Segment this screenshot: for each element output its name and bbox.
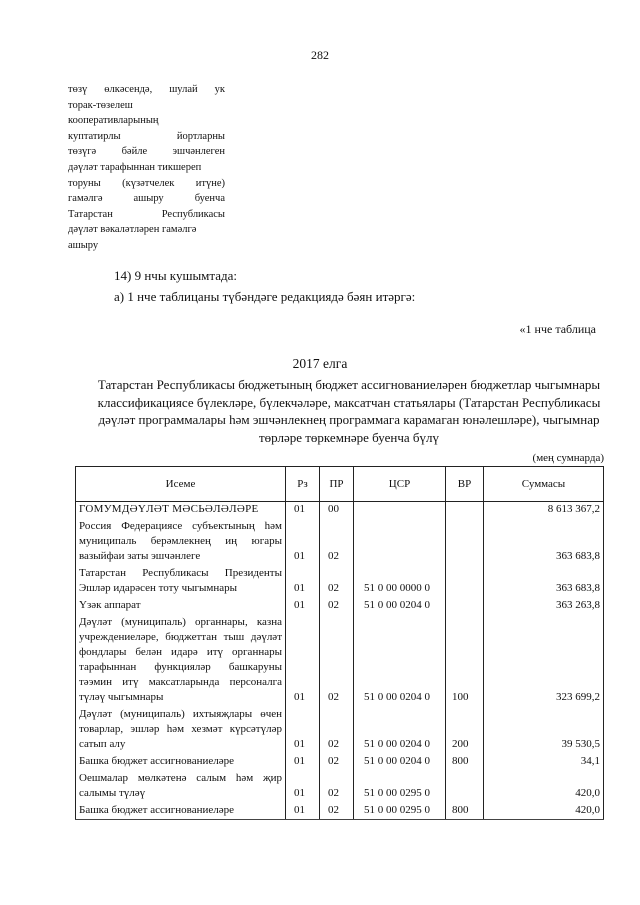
table-row bbox=[76, 614, 604, 706]
heading-year: 2017 елга bbox=[292, 356, 348, 371]
table-row bbox=[76, 518, 604, 565]
row-rz: 01 bbox=[286, 802, 320, 820]
row-csr: 51 0 00 0204 0 bbox=[354, 706, 446, 753]
amendment-item: 14) 9 нчы кушымтада: bbox=[114, 268, 238, 283]
amendment-subitem: а) 1 нче таблицаны түбәндәге редакциядә бәян итәргә: bbox=[114, 289, 416, 304]
row-sum: 363 683,8 bbox=[484, 518, 604, 565]
text-line bbox=[68, 191, 225, 207]
text-word: ук bbox=[214, 84, 225, 95]
header-sum: Суммасы bbox=[484, 467, 604, 502]
row-rz: 01 bbox=[286, 502, 320, 519]
text-line bbox=[68, 113, 225, 129]
header-name: Исеме bbox=[76, 467, 286, 502]
table-row bbox=[76, 565, 604, 597]
table-row bbox=[76, 770, 604, 802]
text-word: буенча bbox=[194, 193, 225, 205]
table-row bbox=[76, 802, 604, 820]
text-word: төзү bbox=[68, 84, 88, 95]
text-word: ашыру bbox=[68, 239, 99, 251]
text-word: дәүләт вәкаләтләрен гамәлгә bbox=[68, 224, 197, 236]
text-word: Республикасы bbox=[161, 208, 225, 220]
row-vr: 800 bbox=[446, 802, 484, 820]
unit-note: (мең сумнарда) bbox=[532, 452, 604, 464]
text-word: гамәлгә bbox=[68, 193, 103, 205]
row-pr: 02 bbox=[320, 706, 354, 753]
row-sum: 323 699,2 bbox=[484, 614, 604, 706]
table-header-row bbox=[76, 467, 604, 502]
text-line bbox=[68, 207, 225, 223]
row-name: Татарстан Республикасы Президенты Эшләр идарәсен тоту чыгымнары bbox=[76, 565, 286, 597]
row-pr: 02 bbox=[320, 518, 354, 565]
table-reference: «1 нче таблица bbox=[519, 322, 596, 336]
table-row bbox=[76, 706, 604, 753]
row-csr: 51 0 00 0204 0 bbox=[354, 753, 446, 770]
row-vr: 800 bbox=[446, 753, 484, 770]
row-pr: 02 bbox=[320, 753, 354, 770]
text-word: кооперативларының bbox=[68, 115, 159, 127]
row-name: Үзәк аппарат bbox=[76, 597, 286, 614]
row-name: Башка бюджет ассигнованиеләре bbox=[76, 802, 286, 820]
row-csr: 51 0 00 0295 0 bbox=[354, 802, 446, 820]
row-rz: 01 bbox=[286, 770, 320, 802]
row-vr bbox=[446, 565, 484, 597]
row-rz: 01 bbox=[286, 753, 320, 770]
text-word: ашыру bbox=[133, 193, 164, 205]
row-rz: 01 bbox=[286, 706, 320, 753]
row-rz: 01 bbox=[286, 565, 320, 597]
row-pr: 02 bbox=[320, 770, 354, 802]
row-csr: 51 0 00 0000 0 bbox=[354, 565, 446, 597]
row-vr bbox=[446, 770, 484, 802]
row-vr bbox=[446, 502, 484, 519]
row-csr: 51 0 00 0204 0 bbox=[354, 614, 446, 706]
table-row bbox=[76, 753, 604, 770]
heading-title: Татарстан Республикасы бюджетының бюджет ассигнованиеләрен бюджетлар чыгымнары классификациясе бүлекләре, бүлекчәләре, максатчан статьялары (Татарстан Республикасы дәүләт программалары һәм эшчәнлекнең программага карамаган юнәлешләре), чыгымнар төрләре төркемнәре буенча бүлү bbox=[97, 377, 601, 445]
table-row bbox=[76, 597, 604, 614]
row-pr: 02 bbox=[320, 565, 354, 597]
text-line bbox=[68, 98, 225, 114]
row-pr: 02 bbox=[320, 614, 354, 706]
header-csr: ЦСР bbox=[354, 467, 446, 502]
row-name: ГОМУМДӘҮЛӘТ МӘСЬӘЛӘЛӘРЕ bbox=[76, 502, 286, 519]
row-name: Оешмалар мөлкәтенә салым һәм җир салымы түләү bbox=[76, 770, 286, 802]
row-sum: 363 263,8 bbox=[484, 597, 604, 614]
row-name: Дәүләт (муниципаль) органнары, казна учреждениеләре, бюджеттан тыш дәүләт фондлары белән идарә итү органнары тарафыннан функцияләр башкаруны тәэмин итү максатларында персоналга түләү чыгымнары bbox=[76, 614, 286, 706]
text-word: эшчәнлеген bbox=[172, 146, 225, 158]
text-line bbox=[68, 144, 225, 160]
header-pr: ПР bbox=[320, 467, 354, 502]
text-word: Татарстан bbox=[68, 208, 113, 220]
budget-allocation-table bbox=[75, 466, 604, 820]
text-line bbox=[68, 129, 225, 145]
table-row bbox=[76, 502, 604, 519]
text-line bbox=[68, 82, 225, 98]
row-sum: 34,1 bbox=[484, 753, 604, 770]
row-name: Россия Федерациясе субъектының һәм муниципаль берәмлекнең иң югары вазыйфаи заты эшчәнлеге bbox=[76, 518, 286, 565]
row-vr bbox=[446, 597, 484, 614]
row-vr: 200 bbox=[446, 706, 484, 753]
text-line bbox=[68, 160, 225, 176]
text-line bbox=[68, 176, 225, 192]
preceding-text-block bbox=[68, 82, 225, 254]
row-rz: 01 bbox=[286, 518, 320, 565]
row-sum: 363 683,8 bbox=[484, 565, 604, 597]
text-word: төзүгә bbox=[68, 146, 97, 158]
text-word: торак-төзелеш bbox=[68, 99, 133, 111]
row-pr: 02 bbox=[320, 597, 354, 614]
text-word: бәйле bbox=[121, 146, 148, 158]
text-line bbox=[68, 222, 225, 238]
row-pr: 02 bbox=[320, 802, 354, 820]
row-vr: 100 bbox=[446, 614, 484, 706]
text-word: шулай bbox=[169, 84, 198, 95]
row-csr: 51 0 00 0295 0 bbox=[354, 770, 446, 802]
text-word: куптатирлы bbox=[68, 130, 121, 142]
text-word: торуны bbox=[68, 177, 101, 189]
row-rz: 01 bbox=[286, 614, 320, 706]
row-pr: 00 bbox=[320, 502, 354, 519]
text-word: (күзәтчелек bbox=[122, 177, 175, 189]
text-word: йортларны bbox=[176, 130, 225, 142]
header-vr: ВР bbox=[446, 467, 484, 502]
row-vr bbox=[446, 518, 484, 565]
text-word: дәүләт тарафыннан тикшереп bbox=[68, 161, 202, 173]
row-sum: 420,0 bbox=[484, 802, 604, 820]
text-word: өлкәсендә, bbox=[104, 84, 153, 95]
row-rz: 01 bbox=[286, 597, 320, 614]
table-body bbox=[76, 502, 604, 820]
row-csr bbox=[354, 502, 446, 519]
page-number: 282 bbox=[311, 48, 329, 62]
text-word: итүне) bbox=[195, 177, 225, 189]
header-rz: Рз bbox=[286, 467, 320, 502]
row-sum: 39 530,5 bbox=[484, 706, 604, 753]
text-line bbox=[68, 238, 225, 254]
row-name: Дәүләт (муниципаль) ихтыяҗлары өчен товарлар, эшләр һәм хезмәт күрсәтүләр сатып алу bbox=[76, 706, 286, 753]
row-sum: 8 613 367,2 bbox=[484, 502, 604, 519]
row-name: Башка бюджет ассигнованиеләре bbox=[76, 753, 286, 770]
row-csr: 51 0 00 0204 0 bbox=[354, 597, 446, 614]
row-sum: 420,0 bbox=[484, 770, 604, 802]
row-csr bbox=[354, 518, 446, 565]
